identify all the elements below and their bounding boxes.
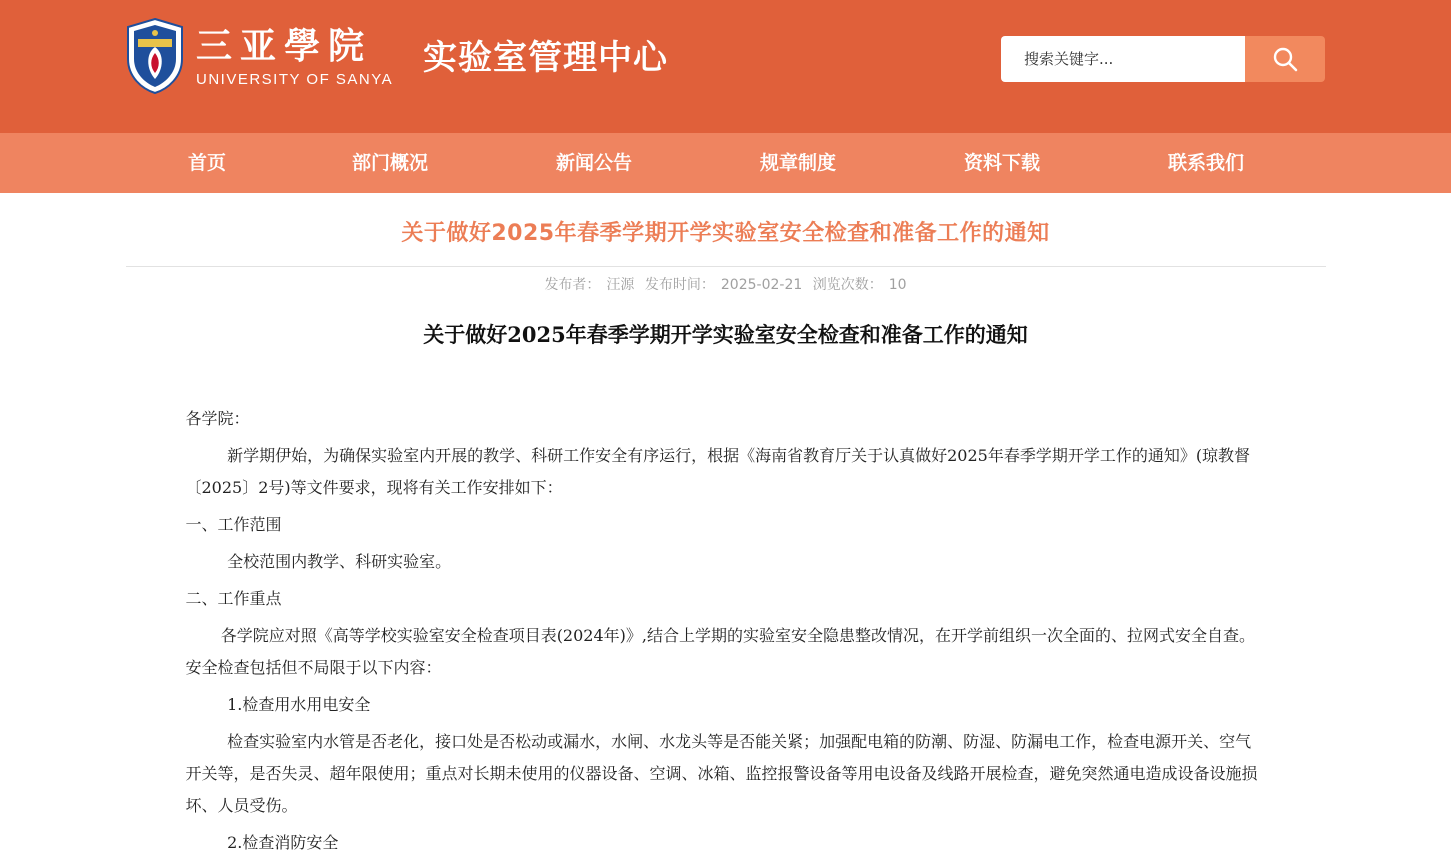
article-body	[126, 403, 1326, 859]
article-container	[126, 219, 1326, 859]
nav-item-news[interactable]: 新闻公告	[555, 152, 633, 174]
nav-item-downloads[interactable]: 资料下载	[963, 152, 1041, 174]
site-name[interactable]: 实验室管理中心	[423, 38, 668, 78]
site-header	[0, 0, 1451, 133]
views-count: 10	[888, 277, 907, 293]
views-label: 浏览次数：	[812, 277, 883, 293]
paragraph-focus: 各学院应对照《高等学校实验室安全检查项目表(2024年)》,结合上学期的实验室安全隐患整改情况，在开学前组织一次全面的、拉网式安全自查。安全检查包括但不局限于以下内容：	[185, 626, 1255, 677]
university-name-cn: 三亚學院	[196, 25, 373, 67]
section-heading-scope: 一、工作范围	[185, 515, 282, 534]
publisher: 汪源	[606, 277, 635, 293]
paragraph-scope: 全校范围内教学、科研实验室。	[227, 552, 452, 571]
main-nav	[0, 133, 1451, 193]
title-divider	[126, 266, 1326, 267]
search-button[interactable]	[1245, 36, 1325, 82]
salutation: 各学院：	[185, 409, 250, 428]
subheading-fire-safety: 2.检查消防安全	[227, 833, 339, 852]
section-heading-focus: 二、工作重点	[185, 589, 282, 608]
publish-time-label: 发布时间：	[644, 277, 715, 293]
university-name-en: UNIVERSITY OF SANYA	[196, 71, 394, 88]
paragraph-water-electric: 检查实验室内水管是否老化，接口处是否松动或漏水，水闸、水龙头等是否能关紧；加强配电箱的防潮、防湿、防漏电工作，检查电源开关、空气开关等，是否失灵、超年限使用；重点对长期未使用的仪器设备、空调、冰箱、监控报警设备等用电设备及线路开展检查，避免突然通电造成设备设施损坏、人员受伤。	[185, 732, 1258, 815]
nav-item-home[interactable]: 首页	[187, 152, 227, 174]
article-title: 关于做好2025年春季学期开学实验室安全检查和准备工作的通知	[401, 221, 1050, 246]
search-input[interactable]	[1001, 36, 1245, 82]
university-seal-icon	[124, 17, 186, 95]
university-logo[interactable]	[124, 16, 393, 96]
publish-time: 2025-02-21	[720, 277, 803, 293]
search-box	[1001, 36, 1325, 82]
nav-item-department[interactable]: 部门概况	[351, 152, 429, 174]
nav-item-regulations[interactable]: 规章制度	[759, 152, 837, 174]
paragraph-intro: 新学期伊始，为确保实验室内开展的教学、科研工作安全有序运行，根据《海南省教育厅关于认真做好2025年春季学期开学工作的通知》(琼教督〔2025〕2号)等文件要求，现将有关工作安排如下：	[185, 446, 1251, 497]
subheading-water-electric: 1.检查用水用电安全	[227, 695, 371, 714]
nav-item-contact[interactable]: 联系我们	[1167, 152, 1245, 174]
article-meta	[126, 275, 1326, 295]
publisher-label: 发布者：	[544, 277, 601, 293]
document-title: 关于做好2025年春季学期开学实验室安全检查和准备工作的通知	[423, 322, 1028, 347]
search-icon	[1272, 46, 1298, 72]
